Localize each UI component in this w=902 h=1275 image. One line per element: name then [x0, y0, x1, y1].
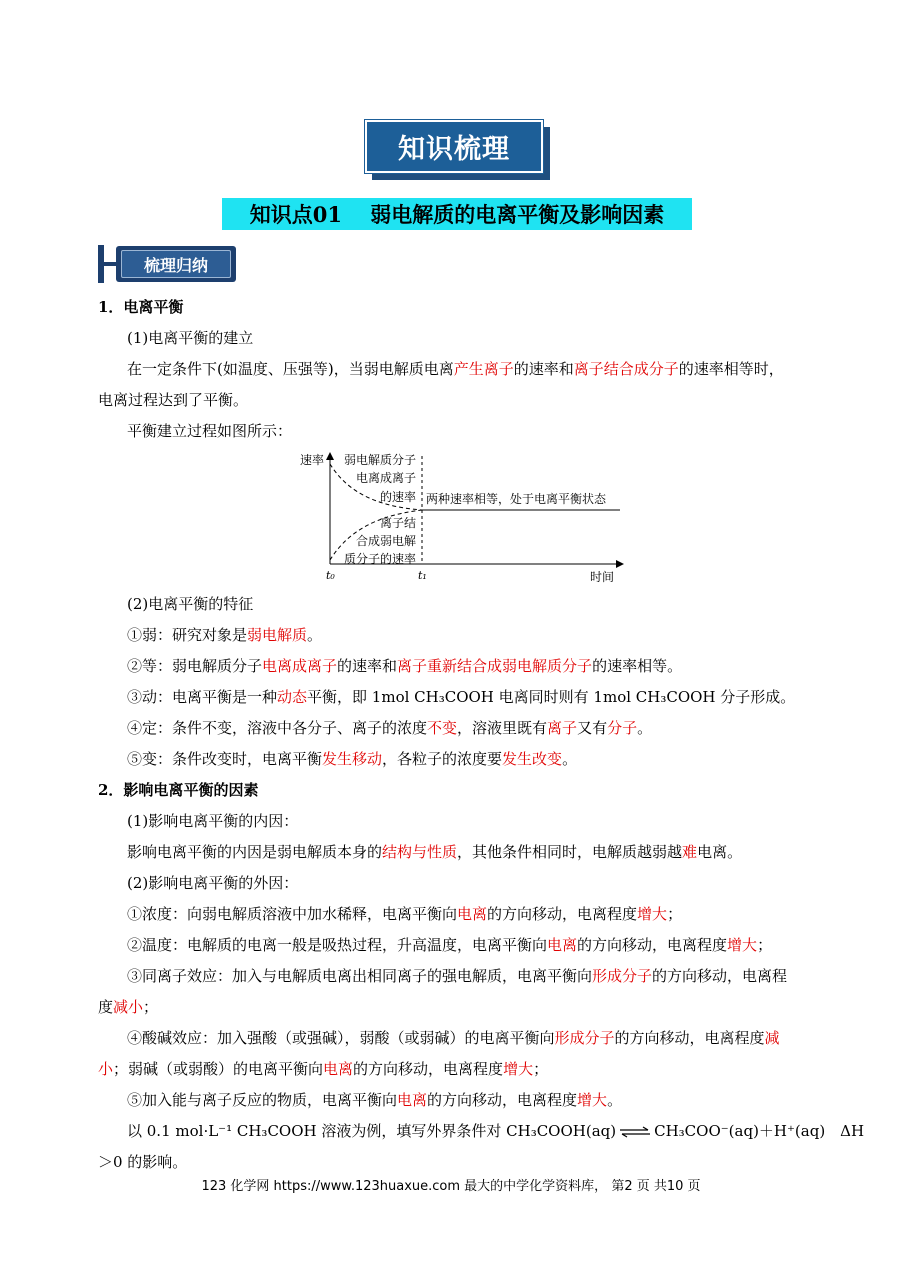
para-2: 平衡建立过程如图所示：	[127, 422, 293, 440]
para-1-cont: 电离过程达到了平衡。	[98, 391, 249, 409]
banner-title: 知识梳理	[365, 120, 543, 173]
external-1: ①浓度：向弱电解质溶液中加水稀释，电离平衡向电离的方向移动，电离程度增大；	[127, 905, 683, 923]
reverse-label-line-1: 离子结	[379, 516, 416, 530]
feature-5: ⑤变：条件改变时，电离平衡发生移动，各粒子的浓度要发生改变。	[127, 750, 578, 768]
forward-label-line-1: 弱电解质分子	[343, 453, 416, 467]
feature-3: ③动：电离平衡是一种动态平衡，即 1mol CH₃COOH 电离同时则有 1mol CH₃COOH 分子形成。	[127, 688, 796, 706]
badge-connector	[104, 262, 116, 266]
topic-title: 知识点01 弱电解质的电离平衡及影响因素	[222, 198, 692, 230]
section-badge: 梳理归纳	[121, 250, 231, 278]
reverse-label-line-2: 合成弱电解	[355, 534, 416, 548]
external-4-cont: 小；弱碱（或弱酸）的电离平衡向电离的方向移动，电离程度增大；	[98, 1060, 549, 1078]
feature-2: ②等：弱电解质分子电离成离子的速率和离子重新结合成弱电解质分子的速率相等。	[127, 657, 683, 675]
internal-factor: 影响电离平衡的内因是弱电解质本身的结构与性质，其他条件相同时，电解质越弱越难电离。	[127, 843, 743, 861]
example-line-cont: ＞0 的影响。	[98, 1153, 188, 1171]
example-line: 以 0.1 mol·L⁻¹ CH₃COOH 溶液为例，填写外界条件对 CH₃COOH(aq) CH₃COO⁻(aq)＋H⁺(aq) ΔH	[127, 1122, 865, 1140]
forward-label-line-2: 电离成离子	[355, 471, 416, 485]
sub-1-2: (2)电离平衡的特征	[127, 595, 254, 613]
section-2-title: 2．影响电离平衡的因素	[98, 781, 259, 799]
equilibrium-annotation: 两种速率相等，处于电离平衡状态	[426, 492, 607, 506]
section-banner	[365, 120, 550, 180]
external-3: ③同离子效应：加入与电解质电离出相同离子的强电解质，电离平衡向形成分子的方向移动，电离程	[127, 967, 788, 985]
sub-2-1: (1)影响电离平衡的内因：	[127, 812, 299, 830]
reverse-label-line-3: 质分子的速率	[343, 552, 416, 566]
feature-1: ①弱：研究对象是弱电解质。	[127, 626, 323, 644]
sub-2-2: (2)影响电离平衡的外因：	[127, 874, 299, 892]
para-1: 在一定条件下(如温度、压强等)，当弱电解质电离产生离子的速率和离子结合成分子的速率相等时，	[127, 360, 784, 378]
page-footer: 123 化学网 https://www.123huaxue.com 最大的中学化学资料库， 第2 页 共10 页	[201, 1179, 701, 1194]
external-3-cont: 度减小；	[98, 998, 159, 1016]
external-2: ②温度：电解质的电离一般是吸热过程，升高温度，电离平衡向电离的方向移动，电离程度增大；	[127, 936, 773, 954]
equilibrium-rate-chart	[300, 448, 625, 588]
equilibrium-arrow-icon	[618, 1125, 652, 1139]
x-axis-label: 时间	[590, 570, 615, 584]
y-axis-label: 速率	[300, 453, 325, 467]
section-1-title: 1．电离平衡	[98, 298, 184, 316]
external-5: ⑤加入能与离子反应的物质，电离平衡向电离的方向移动，电离程度增大。	[127, 1091, 623, 1109]
external-4: ④酸碱效应：加入强酸（或强碱），弱酸（或弱碱）的电离平衡向形成分子的方向移动，电离程度减	[127, 1029, 780, 1047]
forward-label-line-3: 的速率	[379, 490, 416, 504]
sub-1-1: (1)电离平衡的建立	[127, 329, 254, 347]
feature-4: ④定：条件不变，溶液中各分子、离子的浓度不变，溶液里既有离子又有分子。	[127, 719, 653, 737]
x-tick-t1: t₁	[418, 569, 427, 582]
x-tick-t0: t₀	[326, 569, 335, 582]
